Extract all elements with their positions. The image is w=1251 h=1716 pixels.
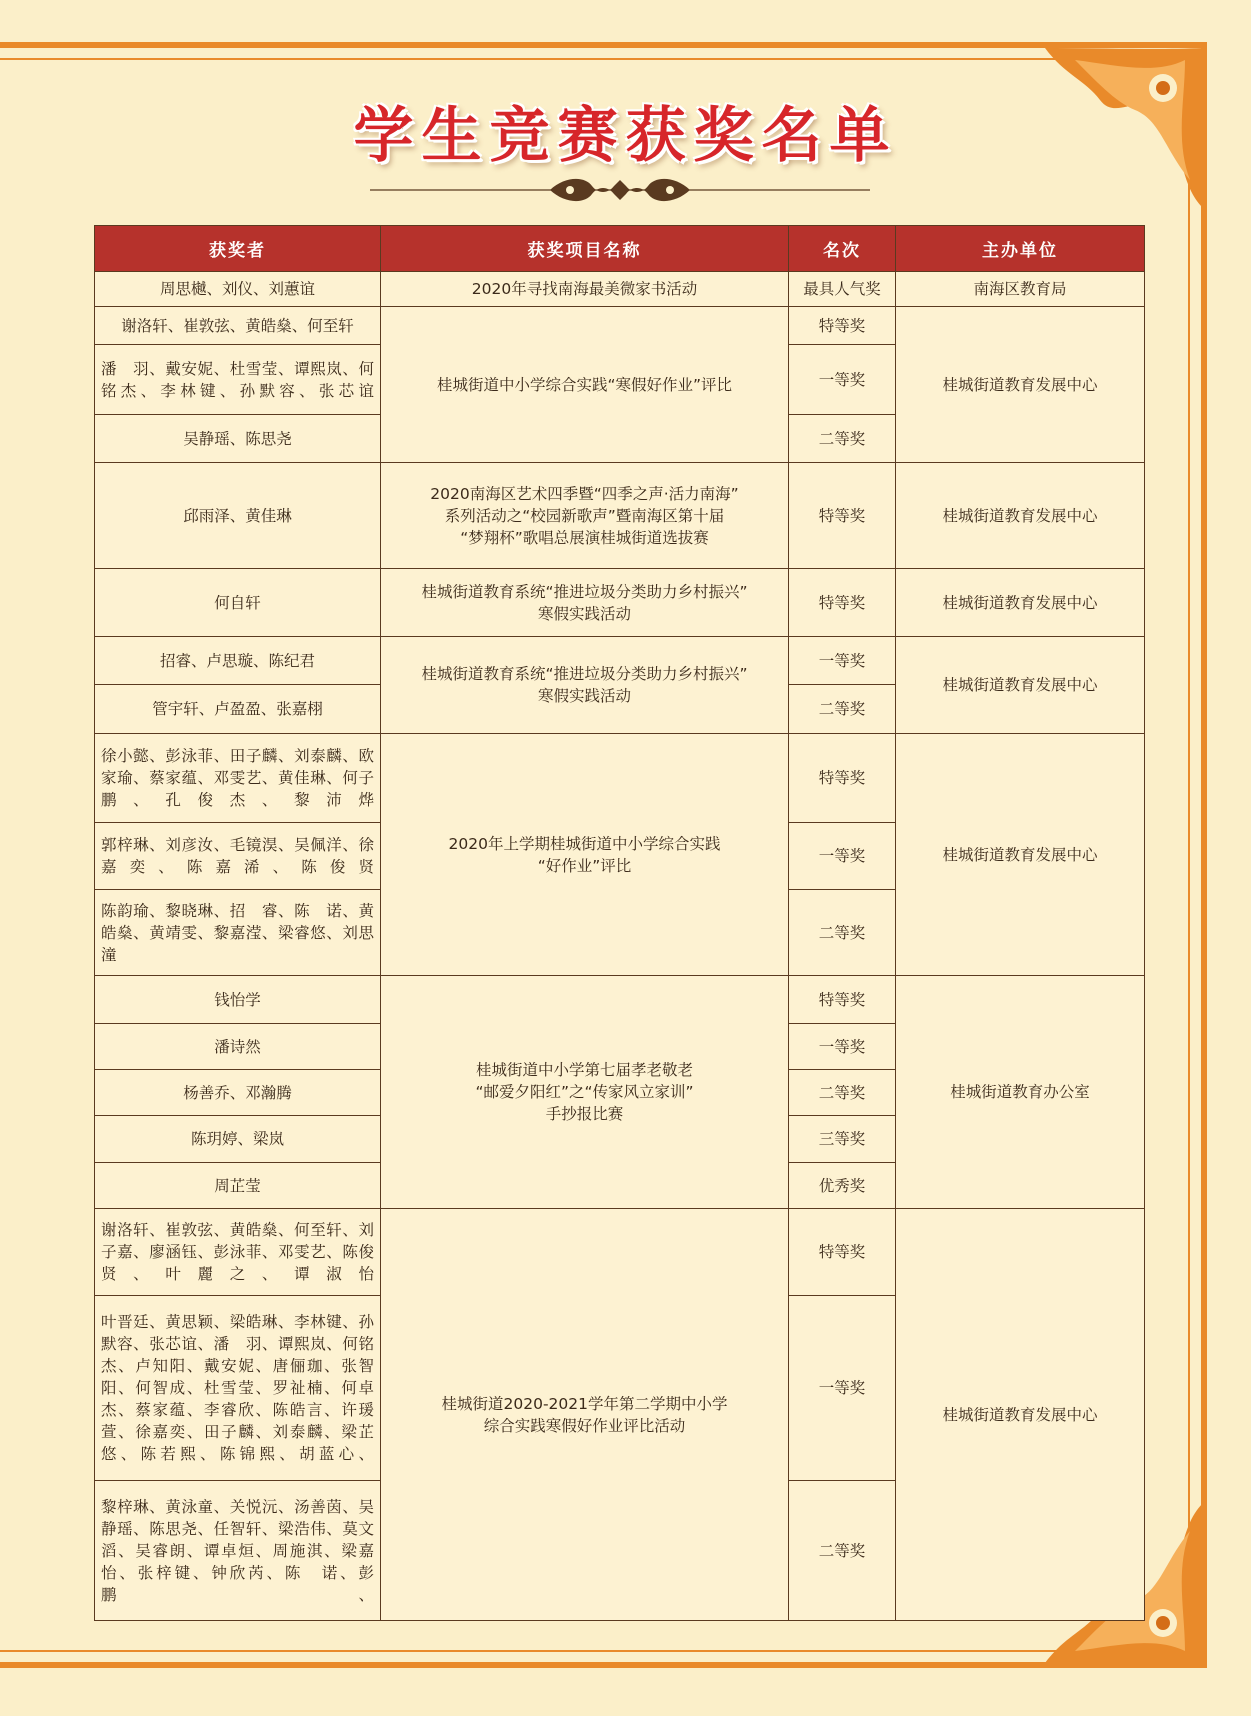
header-rank: 名次 [789,226,896,272]
organizer-cell: 桂城街道教育发展中心 [896,637,1145,734]
rank-cell: 特等奖 [789,1209,896,1296]
winner-names: 招睿、卢思璇、陈纪君 [95,637,381,685]
project-name: 桂城街道教育系统“推进垃圾分类助力乡村振兴” 寒假实践活动 [381,569,789,637]
rank-cell: 优秀奖 [789,1163,896,1209]
rank-cell: 特等奖 [789,307,896,345]
winner-names: 管宇轩、卢盈盈、张嘉栩 [95,685,381,734]
winner-names: 杨善乔、邓瀚腾 [95,1070,381,1116]
table-row [95,1209,1145,1296]
rank-cell: 最具人气奖 [789,272,896,307]
winner-names: 徐小懿、彭泳菲、田子麟、刘泰麟、欧家瑜、蔡家蕴、邓雯艺、黄佳琳、何子鹏、孔俊杰、黎沛烨 [95,734,381,823]
project-name: 桂城街道教育系统“推进垃圾分类助力乡村振兴” 寒假实践活动 [381,637,789,734]
rank-cell: 特等奖 [789,569,896,637]
winner-names: 谢洛轩、崔敦弦、黄皓燊、何至轩 [95,307,381,345]
project-name: 桂城街道中小学第七届孝老敬老 “邮爱夕阳红”之“传家风立家训” 手抄报比赛 [381,976,789,1209]
rank-cell: 一等奖 [789,1296,896,1481]
table-header-row [95,226,1145,272]
rank-cell: 二等奖 [789,1070,896,1116]
winner-names: 吴静瑶、陈思尧 [95,415,381,463]
winner-names: 叶晋廷、黄思颖、梁皓琳、李林键、孙默容、张芯谊、潘 羽、谭熙岚、何铭杰、卢知阳、戴安妮、唐俪珈、张智阳、何智成、杜雪莹、罗祉楠、何卓杰、蔡家蕴、李睿欣、陈皓言、许瑗萱、徐嘉奕、田子麟、刘泰麟、梁芷悠、陈若熙、陈锦熙、胡蓝心、 [95,1296,381,1481]
winner-names: 周思樾、刘仪、刘蕙谊 [95,272,381,307]
header-winners: 获奖者 [95,226,381,272]
winner-names: 周芷莹 [95,1163,381,1209]
project-name: 桂城街道中小学综合实践“寒假好作业”评比 [381,307,789,463]
rank-cell: 特等奖 [789,976,896,1024]
header-organizer: 主办单位 [896,226,1145,272]
winner-names: 陈韵瑜、黎晓琳、招 睿、陈 诺、黄皓燊、黄靖雯、黎嘉滢、梁睿悠、刘思潼 [95,890,381,976]
project-name: 2020南海区艺术四季暨“四季之声·活力南海” 系列活动之“校园新歌声”暨南海区第十届 “梦翔杯”歌唱总展演桂城街道选拔赛 [381,463,789,569]
page-title: 学生竞赛获奖名单 [353,101,898,171]
table-row [95,734,1145,823]
winner-names: 郭梓琳、刘彦汝、毛镜淏、吴佩洋、徐嘉奕、陈嘉浠、陈俊贤 [95,823,381,890]
winner-names: 钱怡学 [95,976,381,1024]
rank-cell: 三等奖 [789,1116,896,1163]
organizer-cell: 桂城街道教育发展中心 [896,463,1145,569]
project-name: 桂城街道2020-2021学年第二学期中小学 综合实践寒假好作业评比活动 [381,1209,789,1621]
rank-cell: 一等奖 [789,637,896,685]
rank-cell: 特等奖 [789,463,896,569]
table-row [95,272,1145,307]
rank-cell: 二等奖 [789,685,896,734]
awards-table [94,225,1145,1621]
project-name: 2020年上学期桂城街道中小学综合实践 “好作业”评比 [381,734,789,976]
organizer-cell: 桂城街道教育发展中心 [896,307,1145,463]
winner-names: 陈玥婷、梁岚 [95,1116,381,1163]
winner-names: 谢洛轩、崔敦弦、黄皓燊、何至轩、刘子嘉、廖涵钰、彭泳菲、邓雯艺、陈俊贤、叶麗之、谭淑怡 [95,1209,381,1296]
organizer-cell: 桂城街道教育发展中心 [896,1209,1145,1621]
project-name: 2020年寻找南海最美微家书活动 [381,272,789,307]
winner-names: 黎梓琳、黄泳童、关悦沅、汤善茵、吴静瑶、陈思尧、任智轩、梁浩伟、莫文滔、吴睿朗、谭卓烜、周施淇、梁嘉怡、张梓键、钟欣芮、陈 诺、彭 鹏、 [95,1481,381,1621]
winner-names: 邱雨泽、黄佳琳 [95,463,381,569]
winner-names: 何自轩 [95,569,381,637]
rank-cell: 二等奖 [789,1481,896,1621]
rank-cell: 特等奖 [789,734,896,823]
organizer-cell: 南海区教育局 [896,272,1145,307]
header-project: 获奖项目名称 [381,226,789,272]
winner-names: 潘 羽、戴安妮、杜雪莹、谭熙岚、何铭杰、李林键、孙默容、张芯谊 [95,345,381,415]
table-row [95,463,1145,569]
rank-cell: 一等奖 [789,823,896,890]
organizer-cell: 桂城街道教育发展中心 [896,569,1145,637]
rank-cell: 一等奖 [789,345,896,415]
table-row [95,569,1145,637]
organizer-cell: 桂城街道教育办公室 [896,976,1145,1209]
title-divider-ornament [370,172,870,208]
table-row [95,976,1145,1024]
rank-cell: 一等奖 [789,1024,896,1070]
rank-cell: 二等奖 [789,890,896,976]
winner-names: 潘诗然 [95,1024,381,1070]
organizer-cell: 桂城街道教育发展中心 [896,734,1145,976]
table-row [95,637,1145,685]
table-row [95,307,1145,345]
rank-cell: 二等奖 [789,415,896,463]
